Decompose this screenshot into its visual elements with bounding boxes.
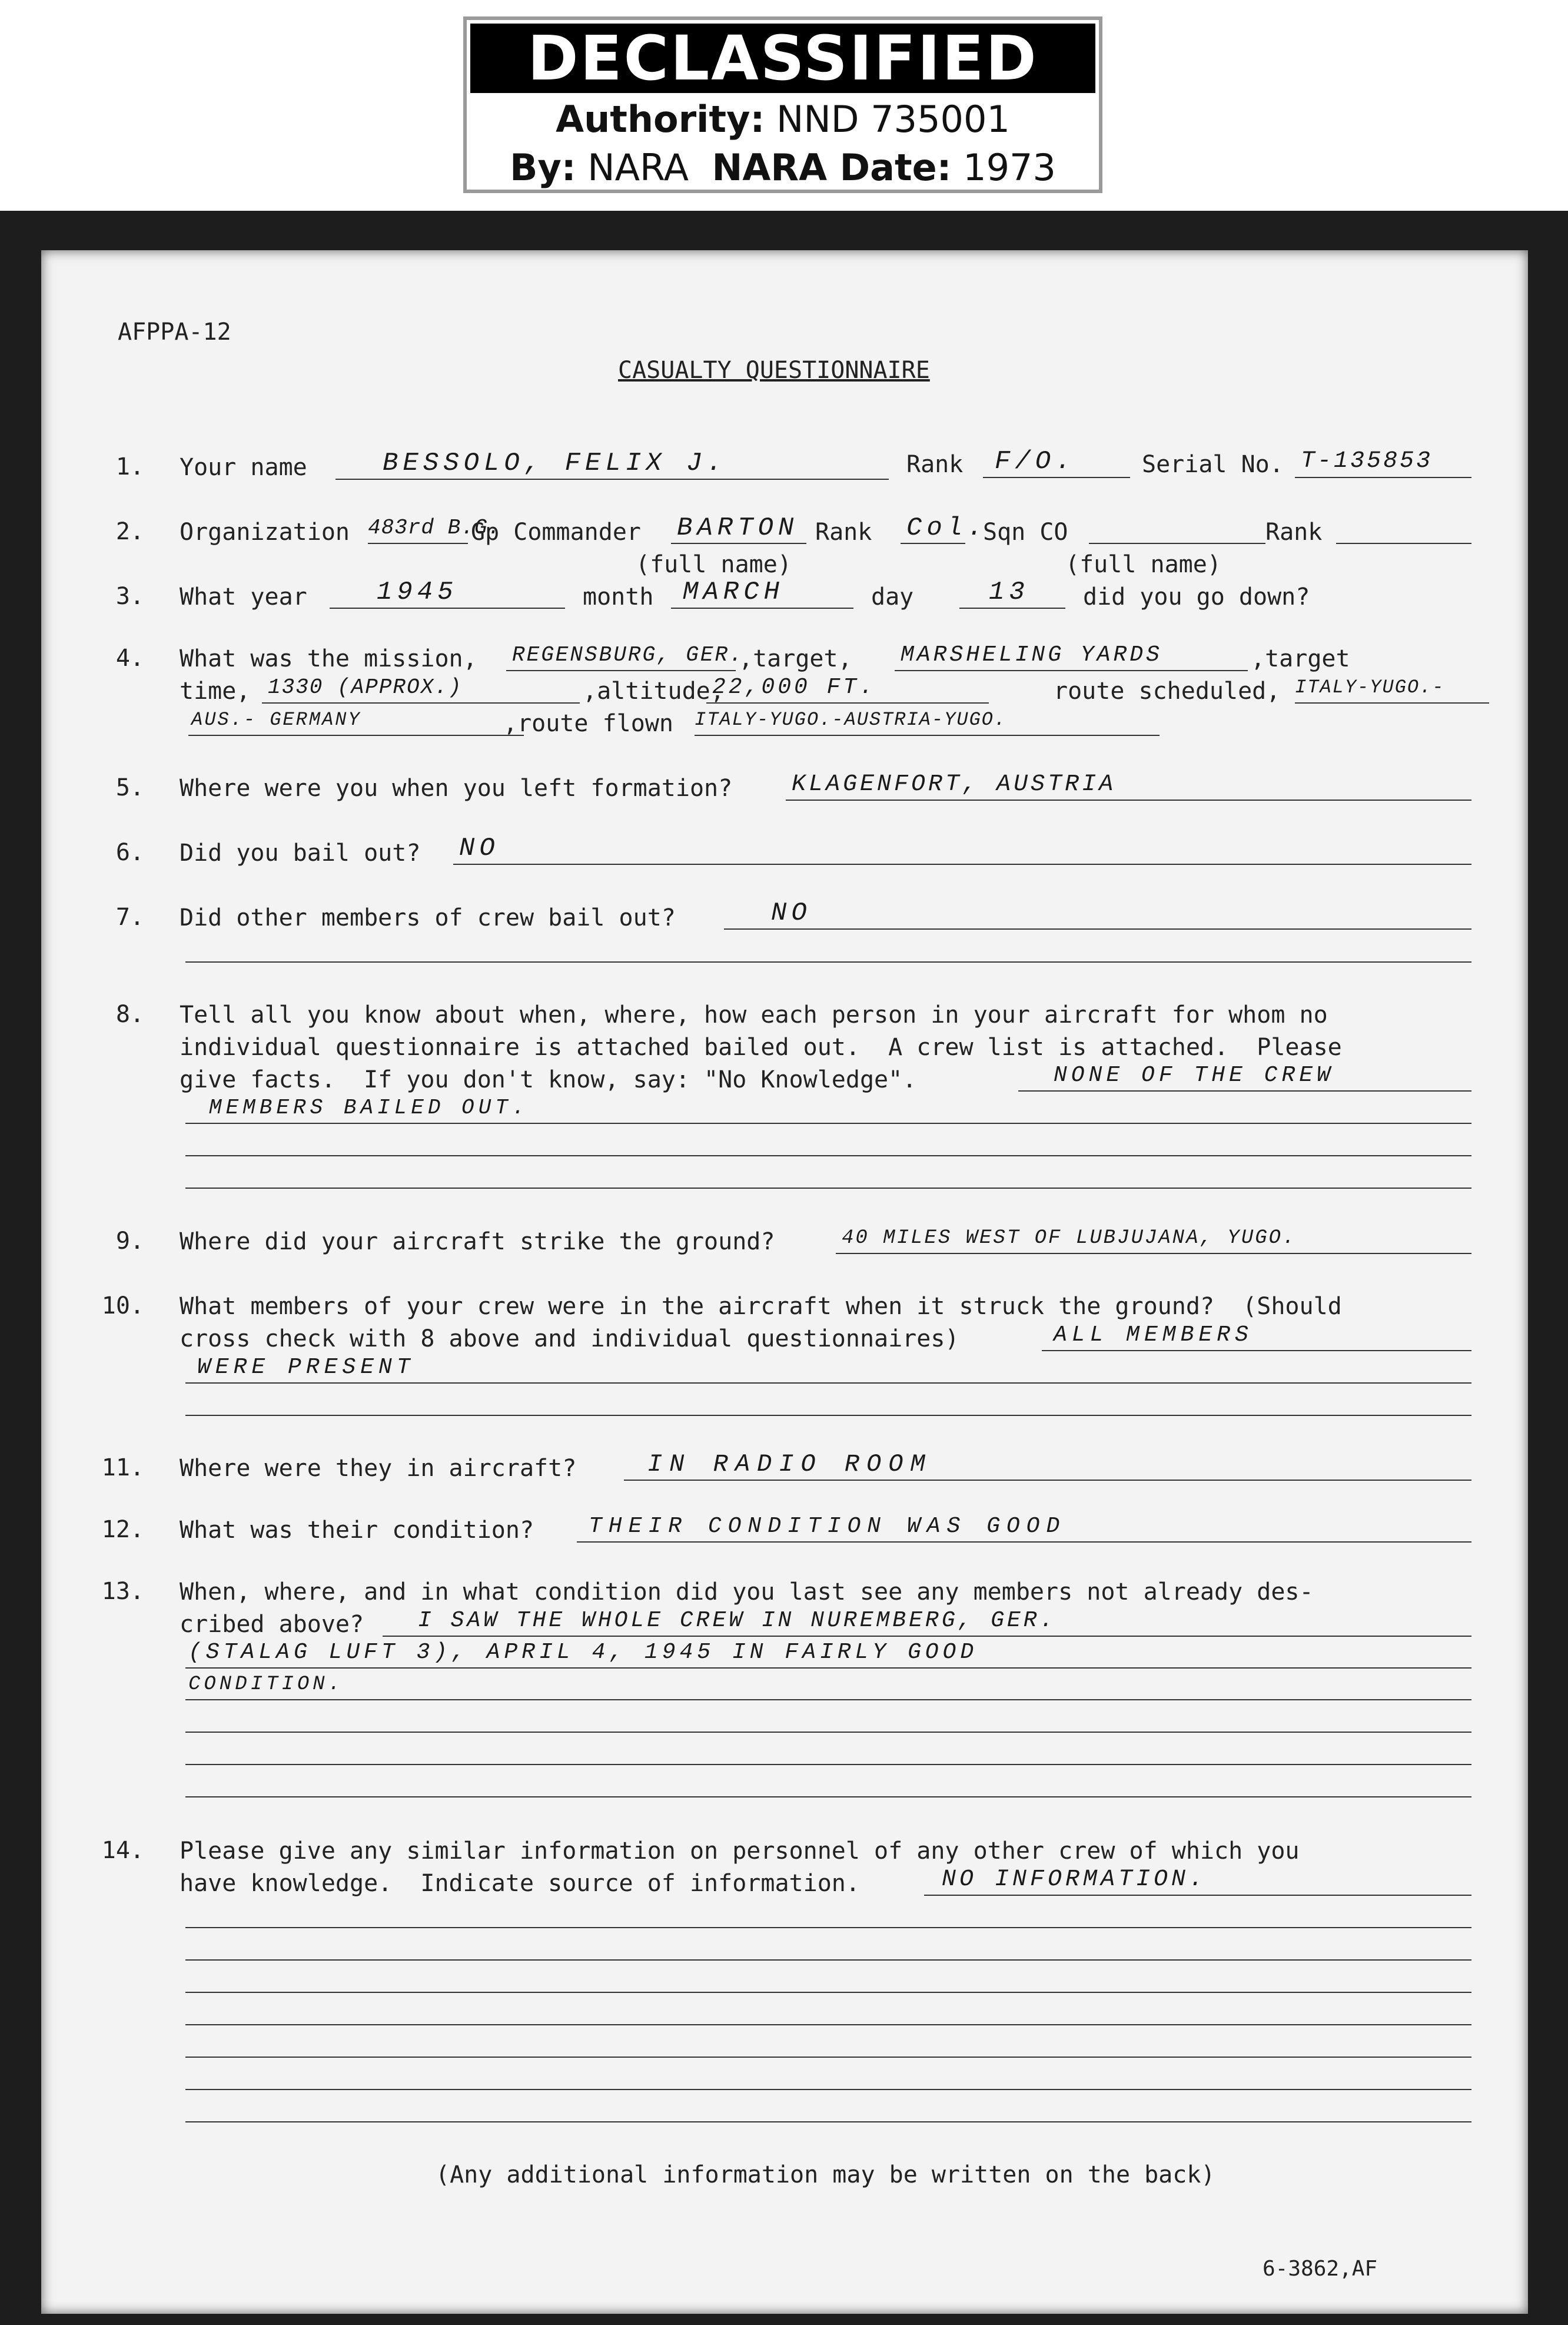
q2-rank-label: Rank: [815, 519, 872, 546]
q11-number: 11.: [101, 1454, 144, 1481]
q2-fullname-1: (full name): [636, 551, 792, 578]
q2-gp-label: Gp Commander: [471, 519, 641, 546]
q13-line-a: [383, 1636, 1471, 1637]
q1-number: 1.: [115, 453, 144, 480]
q13-line1: When, where, and in what condition did you last see any members not already des-: [180, 1578, 1314, 1606]
q2-gp-line: [671, 543, 806, 544]
q10-line-c: [185, 1415, 1471, 1416]
q8-line3: give facts. If you don't know, say: "No Knowledge".: [180, 1066, 917, 1093]
q4-target2-label: ,target: [1251, 645, 1350, 672]
q13-line-d: [185, 1732, 1471, 1733]
q12-number: 12.: [101, 1516, 144, 1543]
q8-number: 8.: [115, 1001, 144, 1028]
q7-line: [724, 928, 1471, 930]
q10-answer2: WERE PRESENT: [197, 1355, 415, 1380]
q3-year-answer: 1945: [377, 578, 458, 607]
q3-month-label: month: [583, 583, 654, 611]
q2-fullname-2: (full name): [1065, 551, 1221, 578]
q14-line-b: [185, 1927, 1471, 1928]
q14-line-f: [185, 2057, 1471, 2058]
q12-line: [577, 1541, 1471, 1543]
q13-line-c: [185, 1699, 1471, 1700]
q3-month-answer: MARCH: [683, 578, 785, 607]
q9-label: Where did your aircraft strike the ground?: [180, 1228, 775, 1255]
q14-line-h: [185, 2121, 1471, 2122]
q2-gp-answer: BARTON: [677, 513, 799, 543]
q11-label: Where were they in aircraft?: [180, 1455, 577, 1482]
q11-line: [624, 1480, 1471, 1481]
q4-time-answer: 1330 (APPROX.): [268, 675, 463, 699]
q1-label: Your name: [180, 454, 307, 481]
q8-line-d: [185, 1188, 1471, 1189]
q4-altitude-label: ,altitude,: [583, 678, 725, 705]
q10-line2: cross check with 8 above and individual questionnaires): [180, 1325, 959, 1352]
q14-number: 14.: [101, 1837, 144, 1864]
q1-rank-answer: F/O.: [995, 447, 1076, 476]
q8-line-c: [185, 1155, 1471, 1156]
q4-route-sched-line-b: [188, 735, 524, 736]
q1-name-line: [335, 479, 889, 480]
q4-route-label: route scheduled,: [1054, 678, 1281, 705]
q2-rank-line: [901, 543, 965, 544]
q3-year-line: [330, 608, 565, 609]
q7-number: 7.: [115, 904, 144, 931]
q3-tail: did you go down?: [1083, 583, 1310, 611]
q13-answer2: (STALAG LUFT 3), APRIL 4, 1945 IN FAIRLY GOOD: [188, 1640, 978, 1665]
q5-line: [786, 800, 1471, 801]
q4-route-flown-line: [695, 735, 1160, 736]
q13-line-e: [185, 1764, 1471, 1765]
q10-line-b: [185, 1382, 1471, 1384]
q14-line1: Please give any similar information on personnel of any other crew of which you: [180, 1838, 1300, 1865]
q14-line-a: [924, 1895, 1471, 1896]
q2-rank-answer: Col.: [906, 513, 988, 543]
q14-line2: have knowledge. Indicate source of information.: [180, 1870, 860, 1897]
q10-answer1: ALL MEMBERS: [1054, 1322, 1253, 1348]
q6-line: [453, 864, 1471, 865]
q14-answer: NO INFORMATION.: [942, 1866, 1207, 1893]
q4-target-label: ,target,: [739, 645, 852, 672]
q8-line-a: [1018, 1090, 1471, 1092]
form-title: CASUALTY QUESTIONNAIRE: [618, 357, 930, 384]
q2-rank2-label: Rank: [1265, 519, 1323, 546]
q4-mission-line: [506, 670, 736, 671]
q3-day-line: [959, 608, 1065, 609]
q10-number: 10.: [101, 1292, 144, 1319]
document-page: [41, 250, 1528, 2314]
q5-answer: KLAGENFORT, AUSTRIA: [792, 771, 1117, 798]
q8-line-b: [185, 1123, 1471, 1124]
q7-answer: NO: [771, 898, 812, 928]
q4-time-label: time,: [180, 678, 251, 705]
q3-day-answer: 13: [989, 578, 1029, 607]
q14-line-e: [185, 2024, 1471, 2025]
q11-answer: IN RADIO ROOM: [647, 1450, 932, 1478]
q1-rank-line: [983, 477, 1130, 478]
q1-serial-answer: T-135853: [1301, 448, 1433, 475]
q1-serial-line: [1295, 477, 1471, 478]
q12-answer: THEIR CONDITION WAS GOOD: [589, 1514, 1067, 1539]
q3-day-label: day: [871, 583, 914, 611]
q13-answer3: CONDITION.: [188, 1673, 344, 1696]
q4-label: What was the mission,: [180, 645, 477, 672]
q1-name-answer: BESSOLO, FELIX J.: [383, 449, 727, 478]
q1-serial-label: Serial No.: [1142, 451, 1284, 478]
q4-target-line: [895, 670, 1248, 671]
q1-rank-label: Rank: [906, 451, 964, 478]
declassified-stamp: [463, 16, 1102, 193]
q14-line-c: [185, 1959, 1471, 1961]
q4-altitude-answer: 22,000 FT.: [712, 675, 876, 700]
stamp-authority: Authority: NND 735001: [556, 98, 1010, 141]
q8-line1: Tell all you know about when, where, how each person in your aircraft for whom no: [180, 1001, 1328, 1029]
q2-sqn-label: Sqn CO: [983, 519, 1068, 546]
q2-org-answer: 483rd B.G.: [368, 516, 501, 540]
q10-line-a: [1042, 1350, 1471, 1351]
q6-label: Did you bail out?: [180, 840, 421, 867]
q2-label: Organization: [180, 519, 350, 546]
q3-number: 3.: [115, 583, 144, 610]
q13-line-b: [185, 1667, 1471, 1669]
q8-answer2: MEMBERS BAILED OUT.: [209, 1096, 529, 1120]
q4-flown-label: ,route flown: [503, 710, 673, 737]
q4-time-line: [262, 702, 580, 704]
q10-line1: What members of your crew were in the aircraft when it struck the ground? (Should: [180, 1293, 1342, 1320]
q4-number: 4.: [115, 645, 144, 672]
q8-answer1: NONE OF THE CREW: [1054, 1063, 1334, 1088]
q3-month-line: [671, 608, 853, 609]
q9-answer: 40 MILES WEST OF LUBJUJANA, YUGO.: [842, 1227, 1297, 1249]
q6-number: 6.: [115, 839, 144, 866]
q13-line-f: [185, 1796, 1471, 1797]
q3-label: What year: [180, 583, 307, 611]
q13-number: 13.: [101, 1578, 144, 1605]
q12-label: What was their condition?: [180, 1517, 534, 1544]
q4-altitude-line: [706, 702, 989, 704]
q13-line2: cribed above?: [180, 1611, 364, 1638]
q7-label: Did other members of crew bail out?: [180, 904, 676, 931]
q5-number: 5.: [115, 774, 144, 801]
q8-line2: individual questionnaire is attached bailed out. A crew list is attached. Please: [180, 1034, 1342, 1061]
q4-target-answer: MARSHELING YARDS: [901, 642, 1162, 668]
footer-code: 6-3862,AF: [1263, 2257, 1378, 2281]
q13-answer1: I SAW THE WHOLE CREW IN NUREMBERG, GER.: [418, 1608, 1057, 1633]
stamp-by-date: By: NARA NARA Date: 1973: [510, 146, 1056, 189]
q4-route-sched-answer-b: AUS.- GERMANY: [191, 709, 361, 731]
footer-note: (Any additional information may be written on the back): [436, 2161, 1215, 2188]
q4-route-flown-answer: ITALY-YUGO.-AUSTRIA-YUGO.: [695, 709, 1007, 731]
q4-route-sched-answer-a: ITALY-YUGO.-: [1295, 676, 1445, 698]
q2-org-line: [368, 543, 468, 544]
q2-number: 2.: [115, 518, 144, 545]
q5-label: Where were you when you left formation?: [180, 775, 733, 802]
q2-sqn-line: [1089, 543, 1265, 544]
q4-route-sched-line-a: [1295, 702, 1489, 704]
form-id: AFPPA-12: [118, 319, 231, 346]
q14-line-d: [185, 1992, 1471, 1993]
q14-line-g: [185, 2089, 1471, 2090]
q4-mission-answer: REGENSBURG, GER.: [512, 643, 744, 667]
stamp-title: DECLASSIFIED: [470, 24, 1095, 93]
q2-rank2-line: [1336, 543, 1471, 544]
q9-line: [836, 1253, 1471, 1254]
q6-answer: NO: [459, 834, 500, 863]
q7-extra-line: [185, 961, 1471, 963]
q9-number: 9.: [115, 1228, 144, 1255]
